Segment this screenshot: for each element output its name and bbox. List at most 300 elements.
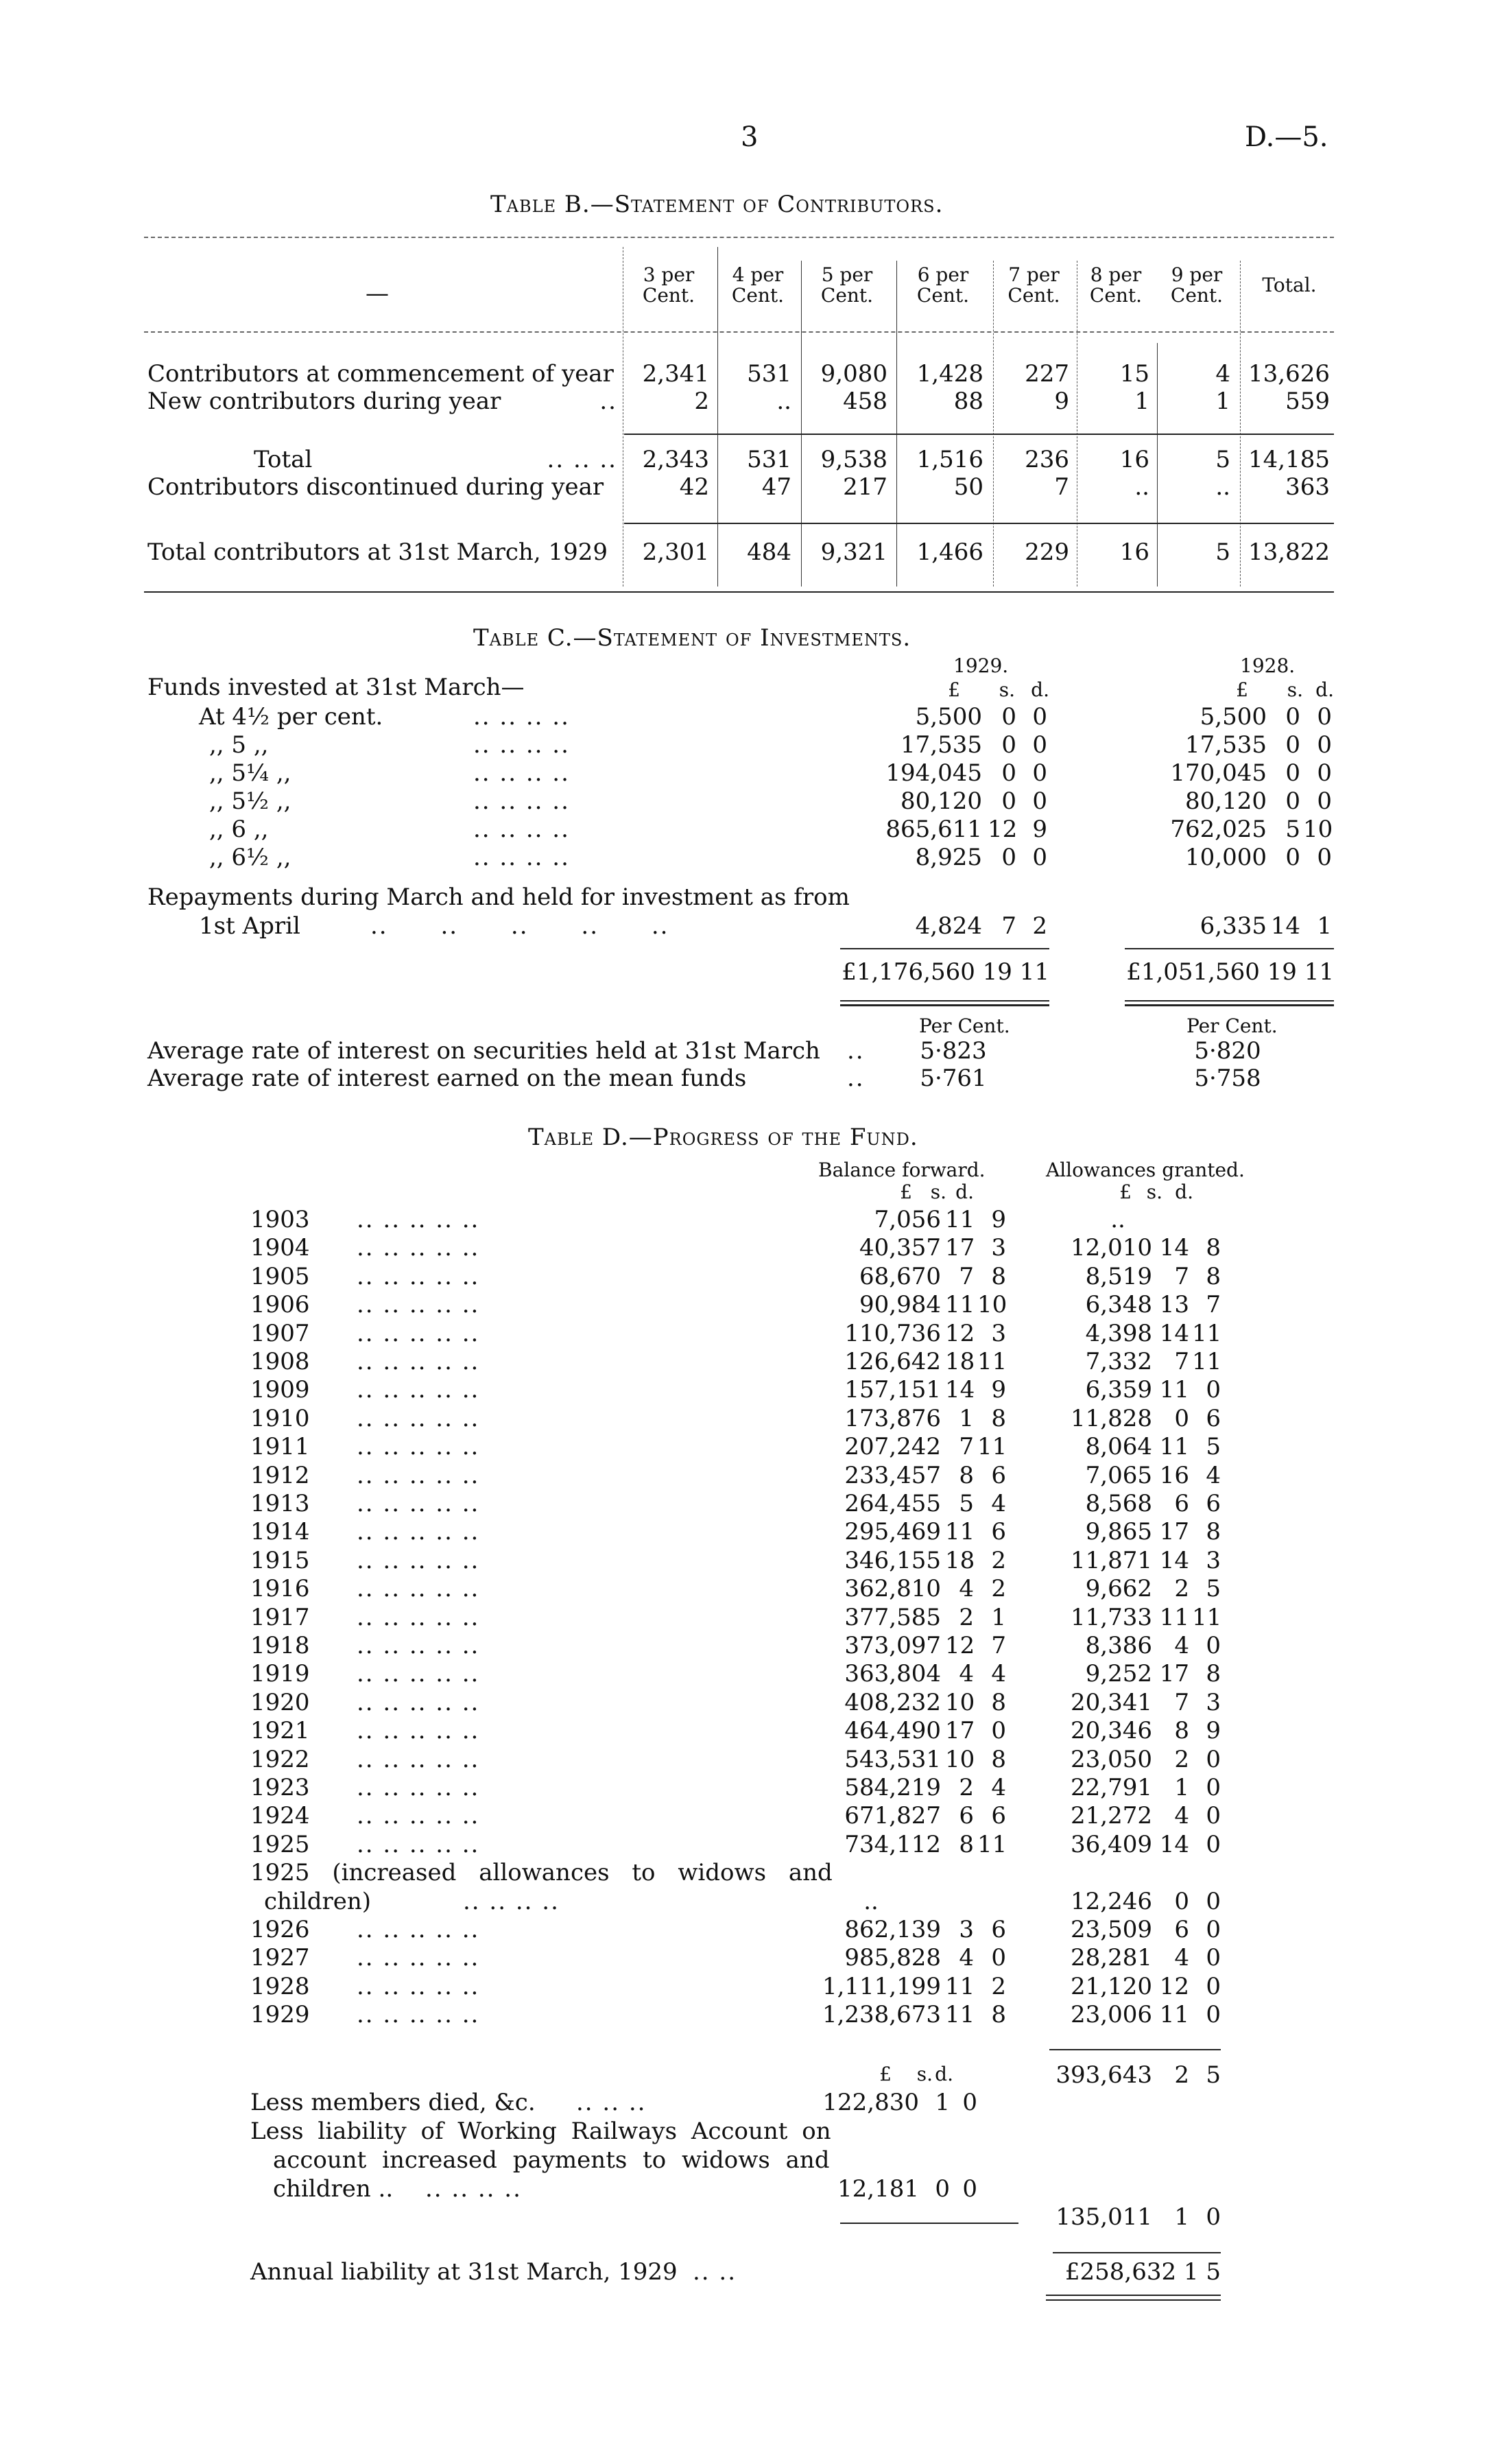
- amount-1929-pence: 9: [1032, 816, 1047, 843]
- column-header-line2: Cent.: [642, 284, 695, 307]
- balance-pence: 8: [991, 2001, 1006, 2029]
- dot-leader: .. ..: [693, 2258, 737, 2286]
- balance-pence: 3: [991, 1234, 1006, 1262]
- allowance-pounds: 20,346: [1071, 1717, 1152, 1745]
- balance-pence: 4: [991, 1490, 1006, 1517]
- allowance-shillings: 2: [1174, 1575, 1189, 1603]
- dot-leader: .. .. .. ..: [473, 787, 570, 815]
- balance-shillings: 2: [959, 1603, 974, 1631]
- balance-pounds: 377,585: [844, 1603, 941, 1631]
- amount-1928-shillings: 0: [1285, 759, 1300, 787]
- allowance-pence: 9: [1206, 1717, 1221, 1745]
- allowance-pence: 0: [1206, 1944, 1221, 1972]
- column-header-line2: Cent.: [820, 284, 874, 307]
- table-cell: 88: [953, 388, 983, 415]
- table-cell: 2,341: [642, 360, 709, 388]
- table-cell: 2,301: [642, 538, 709, 566]
- total-1928: £1,051,560 19 11: [1126, 958, 1334, 986]
- allowance-shillings: 2: [1174, 1745, 1189, 1773]
- amount-1929-pounds: 194,045: [885, 759, 982, 787]
- total-1929: £1,176,560 19 11: [842, 958, 1049, 986]
- amount-1929-pence: 0: [1032, 787, 1047, 815]
- allowance-pounds: 9,662: [1085, 1575, 1152, 1603]
- amount-1928-pence: 0: [1317, 731, 1332, 759]
- deduction-label-line1: Less liability of Working Railways Account on: [250, 2118, 831, 2145]
- allowance-shillings: 14: [1159, 1234, 1189, 1262]
- table-cell: 13,822: [1248, 538, 1330, 566]
- table-cell: 16: [1119, 538, 1149, 566]
- allowance-pence: 0: [1206, 1745, 1221, 1773]
- dot-leader: .. .. .. .. ..: [357, 1546, 480, 1574]
- balance-shillings: 18: [945, 1546, 975, 1574]
- dot-leader: .. .. .. ..: [473, 844, 570, 871]
- allowance-pence: 0: [1206, 1916, 1221, 1943]
- table-d-title: Table D.—Progress of the Fund.: [528, 1124, 918, 1151]
- allowance-pounds: 22,791: [1071, 1774, 1152, 1801]
- repayments-1929-pence: 2: [1032, 912, 1047, 940]
- year-label: 1915: [250, 1546, 310, 1574]
- dot-leader: ..: [599, 388, 617, 415]
- amount-1929-shillings: 0: [1001, 703, 1016, 731]
- allowance-pounds: 7,332: [1085, 1348, 1152, 1375]
- allowance-pounds: 8,386: [1085, 1632, 1152, 1659]
- repayments-label-line2: 1st April: [199, 912, 300, 940]
- year-header-1928: 1928.: [1240, 654, 1296, 677]
- row-label: New contributors during year: [147, 388, 501, 415]
- amount-1928-shillings: 0: [1285, 787, 1300, 815]
- dot-leader: .. .. ..: [547, 446, 617, 473]
- allowance-pounds: 12,246: [1071, 1887, 1152, 1915]
- balance-pounds: 173,876: [844, 1404, 941, 1432]
- dot-leader: .. .. .. .. ..: [357, 1830, 480, 1858]
- balance-pounds: 207,242: [844, 1433, 941, 1461]
- pounds-header: £: [948, 678, 960, 701]
- year-label: 1911: [250, 1433, 310, 1461]
- year-label: 1909: [250, 1376, 310, 1404]
- allowance-pounds: 21,120: [1071, 1972, 1152, 2000]
- table-cell: 2,343: [642, 446, 709, 473]
- deduction-pence: 0: [962, 2175, 977, 2203]
- balance-shillings: 11: [945, 2001, 975, 2029]
- allowance-shillings: 4: [1174, 1944, 1189, 1972]
- amount-1928-pounds: 170,045: [1170, 759, 1267, 787]
- amount-1929-shillings: 0: [1001, 787, 1016, 815]
- repayments-1928-pence: 1: [1317, 912, 1332, 940]
- year-label: 1921: [250, 1717, 310, 1745]
- amount-1929-pounds: 865,611: [885, 816, 982, 843]
- allowance-pounds: 11,871: [1071, 1546, 1152, 1574]
- allowance-pence: 0: [1206, 1887, 1221, 1915]
- year-label: 1907: [250, 1319, 310, 1347]
- balance-pence: 8: [991, 1688, 1006, 1716]
- column-header-line1: 7 per: [1008, 263, 1060, 286]
- allowance-pence: 8: [1206, 1234, 1221, 1262]
- table-cell: 9,080: [820, 360, 887, 388]
- year-label: 1905: [250, 1262, 310, 1290]
- balance-pence: 8: [991, 1404, 1006, 1432]
- allowances-total-shillings: 2: [1174, 2061, 1189, 2089]
- allowance-pounds: 9,252: [1085, 1660, 1152, 1688]
- balance-pounds: 346,155: [844, 1546, 941, 1574]
- allowance-shillings: 6: [1174, 1490, 1189, 1517]
- balance-pence: 9: [991, 1376, 1006, 1404]
- allowance-pounds: 8,519: [1085, 1262, 1152, 1290]
- allowance-pence: 6: [1206, 1404, 1221, 1432]
- allowance-pounds: 12,010: [1071, 1234, 1152, 1262]
- allowance-pounds: 20,341: [1071, 1688, 1152, 1716]
- shillings-header: s.: [999, 678, 1015, 701]
- dot-leader: .. .. .. .. ..: [357, 1291, 480, 1319]
- allowance-shillings: 14: [1159, 1319, 1189, 1347]
- dot-leader: .. .. .. .. ..: [357, 1688, 480, 1716]
- balance-pounds: 68,670: [859, 1262, 941, 1290]
- dot-leader: ..: [847, 1037, 865, 1065]
- amount-1928-shillings: 5: [1285, 816, 1300, 843]
- allowance-shillings: 7: [1174, 1262, 1189, 1290]
- balance-pence: 6: [991, 1916, 1006, 1943]
- allowance-pence: 0: [1206, 1774, 1221, 1801]
- balance-pence: 8: [991, 1262, 1006, 1290]
- column-header-line1: 3 per: [643, 263, 695, 286]
- column-header-line1: 8 per: [1090, 263, 1142, 286]
- year-label: 1912: [250, 1461, 310, 1489]
- shillings-header-d2: s.: [1146, 1181, 1162, 1203]
- pence-header-summary: d.: [935, 2063, 953, 2085]
- table-cell: ..: [1134, 473, 1149, 501]
- special-row-line1: 1925 (increased allowances to widows and: [250, 1859, 833, 1887]
- allowances-granted-header: Allowances granted.: [1046, 1159, 1245, 1181]
- balance-pence: 0: [991, 1944, 1006, 1972]
- balance-shillings: 7: [959, 1433, 974, 1461]
- dot-leader: .. .. .. .. ..: [357, 1490, 480, 1517]
- dot-leader: .. .. .. ..: [473, 759, 570, 787]
- balance-shillings: 11: [945, 1518, 975, 1546]
- table-cell: 14,185: [1248, 446, 1330, 473]
- deduction-pounds: 12,181: [837, 2175, 919, 2203]
- dot-leader: .. .. .. .. ..: [357, 1774, 480, 1801]
- table-cell: 1,516: [916, 446, 983, 473]
- allowance-pence: 0: [1206, 1830, 1221, 1858]
- balance-shillings: 11: [945, 1291, 975, 1319]
- balance-pounds: 671,827: [844, 1802, 941, 1830]
- balance-pence: 9: [991, 1206, 1006, 1233]
- allowance-shillings: 0: [1174, 1404, 1189, 1432]
- dot-leader: .. .. .. .. ..: [357, 1575, 480, 1603]
- pence-header: d.: [1031, 678, 1049, 701]
- amount-1929-pence: 0: [1032, 703, 1047, 731]
- amount-1929-pounds: 80,120: [900, 787, 982, 815]
- allowance-pounds: 8,568: [1085, 1490, 1152, 1517]
- dot-leader: .. .. .. .. ..: [357, 1632, 480, 1659]
- per-cent-header-1928: Per Cent.: [1186, 1015, 1278, 1037]
- year-label: 1904: [250, 1234, 310, 1262]
- rate-1928: 5·758: [1194, 1065, 1261, 1092]
- balance-pounds: 110,736: [844, 1319, 941, 1347]
- pounds-header-d: £: [900, 1181, 912, 1203]
- balance-pounds: 862,139: [844, 1916, 941, 1943]
- allowance-pounds: 11,828: [1071, 1404, 1152, 1432]
- investment-rate-label: ,, 6 ,,: [209, 816, 269, 843]
- per-cent-header-1929: Per Cent.: [919, 1015, 1010, 1037]
- document-reference: D.—5.: [1245, 121, 1328, 153]
- balance-pounds: 233,457: [844, 1461, 941, 1489]
- allowance-pence: 11: [1192, 1348, 1222, 1375]
- allowance-pence: 3: [1206, 1546, 1221, 1574]
- allowance-pence: 0: [1206, 2001, 1221, 2029]
- repayments-label-line1: Repayments during March and held for investment as from: [147, 884, 850, 911]
- balance-shillings: 3: [959, 1916, 974, 1943]
- balance-pence: 2: [991, 1546, 1006, 1574]
- amount-1928-shillings: 0: [1285, 844, 1300, 871]
- special-balance: ..: [863, 1887, 879, 1915]
- allowance-pence: 5: [1206, 1433, 1221, 1461]
- balance-pence: 6: [991, 1461, 1006, 1489]
- balance-shillings: 8: [959, 1461, 974, 1489]
- amount-1928-pounds: 762,025: [1170, 816, 1267, 843]
- allowance-shillings: 8: [1174, 1717, 1189, 1745]
- allowance-pounds: 36,409: [1071, 1830, 1152, 1858]
- table-cell: 5: [1215, 446, 1230, 473]
- deductions-total-pounds: 135,011: [1055, 2203, 1152, 2231]
- allowance-shillings: 14: [1159, 1830, 1189, 1858]
- balance-shillings: 17: [945, 1234, 975, 1262]
- repayments-1928-shillings: 14: [1270, 912, 1300, 940]
- deductions-total-pence: 0: [1206, 2203, 1221, 2231]
- deduction-shillings: 0: [935, 2175, 950, 2203]
- column-header-line2: Cent.: [1007, 284, 1060, 307]
- allowance-pounds: 23,050: [1071, 1745, 1152, 1773]
- amount-1929-pounds: 17,535: [900, 731, 982, 759]
- column-header-total: Total.: [1262, 274, 1317, 296]
- dot-leader: .. .. .. .. ..: [357, 1206, 480, 1233]
- table-cell: 227: [1025, 360, 1069, 388]
- stub-header: —: [366, 280, 389, 307]
- table-c-title: Table C.—Statement of Investments.: [473, 624, 911, 652]
- amount-1929-pence: 0: [1032, 759, 1047, 787]
- amount-1929-shillings: 12: [988, 816, 1018, 843]
- balance-pence: 11: [977, 1830, 1007, 1858]
- allowance-shillings: 7: [1174, 1348, 1189, 1375]
- dot-leader: .. .. .. .. ..: [357, 1717, 480, 1745]
- repayments-1929-shillings: 7: [1001, 912, 1016, 940]
- allowance-pence: 0: [1206, 1376, 1221, 1404]
- allowance-shillings: 12: [1159, 1972, 1189, 2000]
- balance-shillings: 12: [945, 1632, 975, 1659]
- year-label: 1925: [250, 1830, 310, 1858]
- pounds-header-1928: £: [1236, 678, 1248, 701]
- allowance-pence: 3: [1206, 1688, 1221, 1716]
- table-cell: 1,466: [916, 538, 983, 566]
- column-header-line1: 6 per: [917, 263, 969, 286]
- balance-shillings: 1: [959, 1404, 974, 1432]
- row-label: Contributors at commencement of year: [147, 360, 614, 388]
- column-header-line2: Cent.: [731, 284, 785, 307]
- shillings-header-1928: s.: [1287, 678, 1303, 701]
- balance-shillings: 10: [945, 1745, 975, 1773]
- amount-1928-pounds: 10,000: [1185, 844, 1267, 871]
- table-cell: 531: [747, 360, 791, 388]
- rate-1929: 5·761: [920, 1065, 987, 1092]
- balance-pounds: 1,238,673: [822, 2001, 941, 2029]
- allowance-pounds: 8,064: [1085, 1433, 1152, 1461]
- balance-pence: 3: [991, 1319, 1006, 1347]
- amount-1929-pounds: 5,500: [915, 703, 982, 731]
- deductions-total-shillings: 1: [1174, 2203, 1189, 2231]
- dot-leader: .. .. .. .. ..: [357, 1660, 480, 1688]
- amount-1928-pence: 10: [1303, 816, 1333, 843]
- balance-pounds: 40,357: [859, 1234, 941, 1262]
- pence-header-1928: d.: [1315, 678, 1334, 701]
- investment-rate-label: ,, 5 ,,: [209, 731, 269, 759]
- balance-shillings: 18: [945, 1348, 975, 1375]
- deduction-label: Less members died, &c.: [250, 2089, 536, 2116]
- allowance-shillings: 6: [1174, 1916, 1189, 1943]
- balance-pence: 4: [991, 1660, 1006, 1688]
- allowance-pounds: 28,281: [1071, 1944, 1152, 1972]
- balance-shillings: 5: [959, 1490, 974, 1517]
- dot-leader: .. .. .. .. ..: [357, 1972, 480, 2000]
- allowances-total-pence: 5: [1206, 2061, 1221, 2089]
- allowance-pence: 8: [1206, 1262, 1221, 1290]
- balance-pounds: 7,056: [874, 1206, 941, 1233]
- year-label: 1928: [250, 1972, 310, 2000]
- dot-leader: .. .. .. .. ..: [357, 1319, 480, 1347]
- investment-rate-label: ,, 5½ ,,: [209, 787, 291, 815]
- table-cell: 9,321: [820, 538, 887, 566]
- balance-pounds: 363,804: [844, 1660, 941, 1688]
- allowance-pounds: 23,509: [1071, 1916, 1152, 1943]
- dot-leader: .. .. .. .. ..: [357, 1376, 480, 1404]
- table-cell: 5: [1215, 538, 1230, 566]
- dot-leader: .. .. .. .. ..: [357, 1916, 480, 1943]
- balance-pence: 2: [991, 1575, 1006, 1603]
- balance-pence: 10: [977, 1291, 1007, 1319]
- allowance-shillings: 4: [1174, 1802, 1189, 1830]
- amount-1928-pence: 0: [1317, 703, 1332, 731]
- table-cell: 50: [953, 473, 983, 501]
- balance-shillings: 4: [959, 1660, 974, 1688]
- balance-pence: 0: [991, 1717, 1006, 1745]
- allowance-pounds: 11,733: [1071, 1603, 1152, 1631]
- balance-forward-header: Balance forward.: [818, 1159, 986, 1181]
- amount-1928-pounds: 80,120: [1185, 787, 1267, 815]
- investment-rate-label: ,, 5¼ ,,: [209, 759, 291, 787]
- annual-liability-value: £258,632 1 5: [1064, 2258, 1221, 2286]
- dot-leader: .. .. .. ..: [473, 731, 570, 759]
- row-label: Total contributors at 31st March, 1929: [147, 538, 608, 566]
- year-label: 1906: [250, 1291, 310, 1319]
- balance-shillings: 6: [959, 1802, 974, 1830]
- repayments-1928-pounds: 6,335: [1200, 912, 1267, 940]
- allowance-pounds: 23,006: [1071, 2001, 1152, 2029]
- investment-rate-label: At 4½ per cent.: [199, 703, 383, 731]
- allowance-shillings: 11: [1159, 1433, 1189, 1461]
- dot-leader: .. .. .. .. ..: [357, 1944, 480, 1972]
- shillings-header-summary: s.: [916, 2063, 933, 2085]
- allowance-pounds: 7,065: [1085, 1461, 1152, 1489]
- dot-leader: .. .. .. ..: [425, 2175, 522, 2203]
- table-cell: 9,538: [820, 446, 887, 473]
- allowance-shillings: 0: [1174, 1887, 1189, 1915]
- allowance-shillings: 11: [1159, 2001, 1189, 2029]
- balance-pounds: 734,112: [844, 1830, 941, 1858]
- table-cell: 42: [679, 473, 709, 501]
- pounds-header-d2: £: [1119, 1181, 1132, 1203]
- allowance-shillings: 7: [1174, 1688, 1189, 1716]
- rate-1929: 5·823: [920, 1037, 987, 1065]
- amount-1928-pence: 0: [1317, 844, 1332, 871]
- amount-1928-shillings: 0: [1285, 703, 1300, 731]
- amount-1929-shillings: 0: [1001, 759, 1016, 787]
- allowance-pence: 5: [1206, 1575, 1221, 1603]
- balance-pence: 1: [991, 1603, 1006, 1631]
- year-label: 1919: [250, 1660, 310, 1688]
- balance-pence: 6: [991, 1802, 1006, 1830]
- balance-shillings: 7: [959, 1262, 974, 1290]
- deduction-pounds: 122,830: [822, 2089, 919, 2116]
- year-label: 1918: [250, 1632, 310, 1659]
- balance-shillings: 11: [945, 1206, 975, 1233]
- table-cell: 47: [761, 473, 791, 501]
- pence-header-d: d.: [955, 1181, 974, 1203]
- amount-1928-pounds: 5,500: [1200, 703, 1267, 731]
- funds-invested-label: Funds invested at 31st March—: [147, 674, 525, 701]
- table-cell: 1: [1215, 388, 1230, 415]
- table-cell: 13,626: [1248, 360, 1330, 388]
- balance-pounds: 543,531: [844, 1745, 941, 1773]
- allowance-pence: 6: [1206, 1490, 1221, 1517]
- balance-shillings: 10: [945, 1688, 975, 1716]
- investment-rate-label: ,, 6½ ,,: [209, 844, 291, 871]
- column-header-line2: Cent.: [1089, 284, 1143, 307]
- year-label: 1908: [250, 1348, 310, 1375]
- amount-1928-pence: 0: [1317, 787, 1332, 815]
- balance-pence: 11: [977, 1348, 1007, 1375]
- allowance-shillings: 11: [1159, 1603, 1189, 1631]
- amount-1929-pence: 0: [1032, 731, 1047, 759]
- year-header-1929: 1929.: [953, 654, 1009, 677]
- table-cell: 458: [843, 388, 887, 415]
- dot-leader: .. .. .. .. ..: [357, 1518, 480, 1546]
- allowance-shillings: 13: [1159, 1291, 1189, 1319]
- allowance-pounds: 21,272: [1071, 1802, 1152, 1830]
- balance-pounds: 126,642: [844, 1348, 941, 1375]
- column-header-line1: 9 per: [1171, 263, 1223, 286]
- allowance-shillings: 16: [1159, 1461, 1189, 1489]
- deduction-pence: 0: [962, 2089, 977, 2116]
- dot-leader: .. .. .. ..: [463, 1887, 560, 1915]
- balance-pence: 6: [991, 1518, 1006, 1546]
- balance-shillings: 4: [959, 1575, 974, 1603]
- year-label: 1920: [250, 1688, 310, 1716]
- year-label: 1914: [250, 1518, 310, 1546]
- amount-1929-pounds: 8,925: [915, 844, 982, 871]
- table-cell: 484: [747, 538, 791, 566]
- deduction-shillings: 1: [935, 2089, 950, 2116]
- table-cell: 4: [1215, 360, 1230, 388]
- year-label: 1917: [250, 1603, 310, 1631]
- allowance-pence: 8: [1206, 1660, 1221, 1688]
- balance-shillings: 14: [945, 1376, 975, 1404]
- amount-1928-shillings: 0: [1285, 731, 1300, 759]
- dot-leader: .. .. .. .. ..: [357, 1262, 480, 1290]
- dot-leader: ..: [847, 1065, 865, 1092]
- row-label: Total: [254, 446, 313, 473]
- annual-liability-label: Annual liability at 31st March, 1929: [250, 2258, 678, 2286]
- balance-shillings: 4: [959, 1944, 974, 1972]
- dot-leader: .. .. .. ..: [473, 703, 570, 731]
- pence-header-d2: d.: [1175, 1181, 1193, 1203]
